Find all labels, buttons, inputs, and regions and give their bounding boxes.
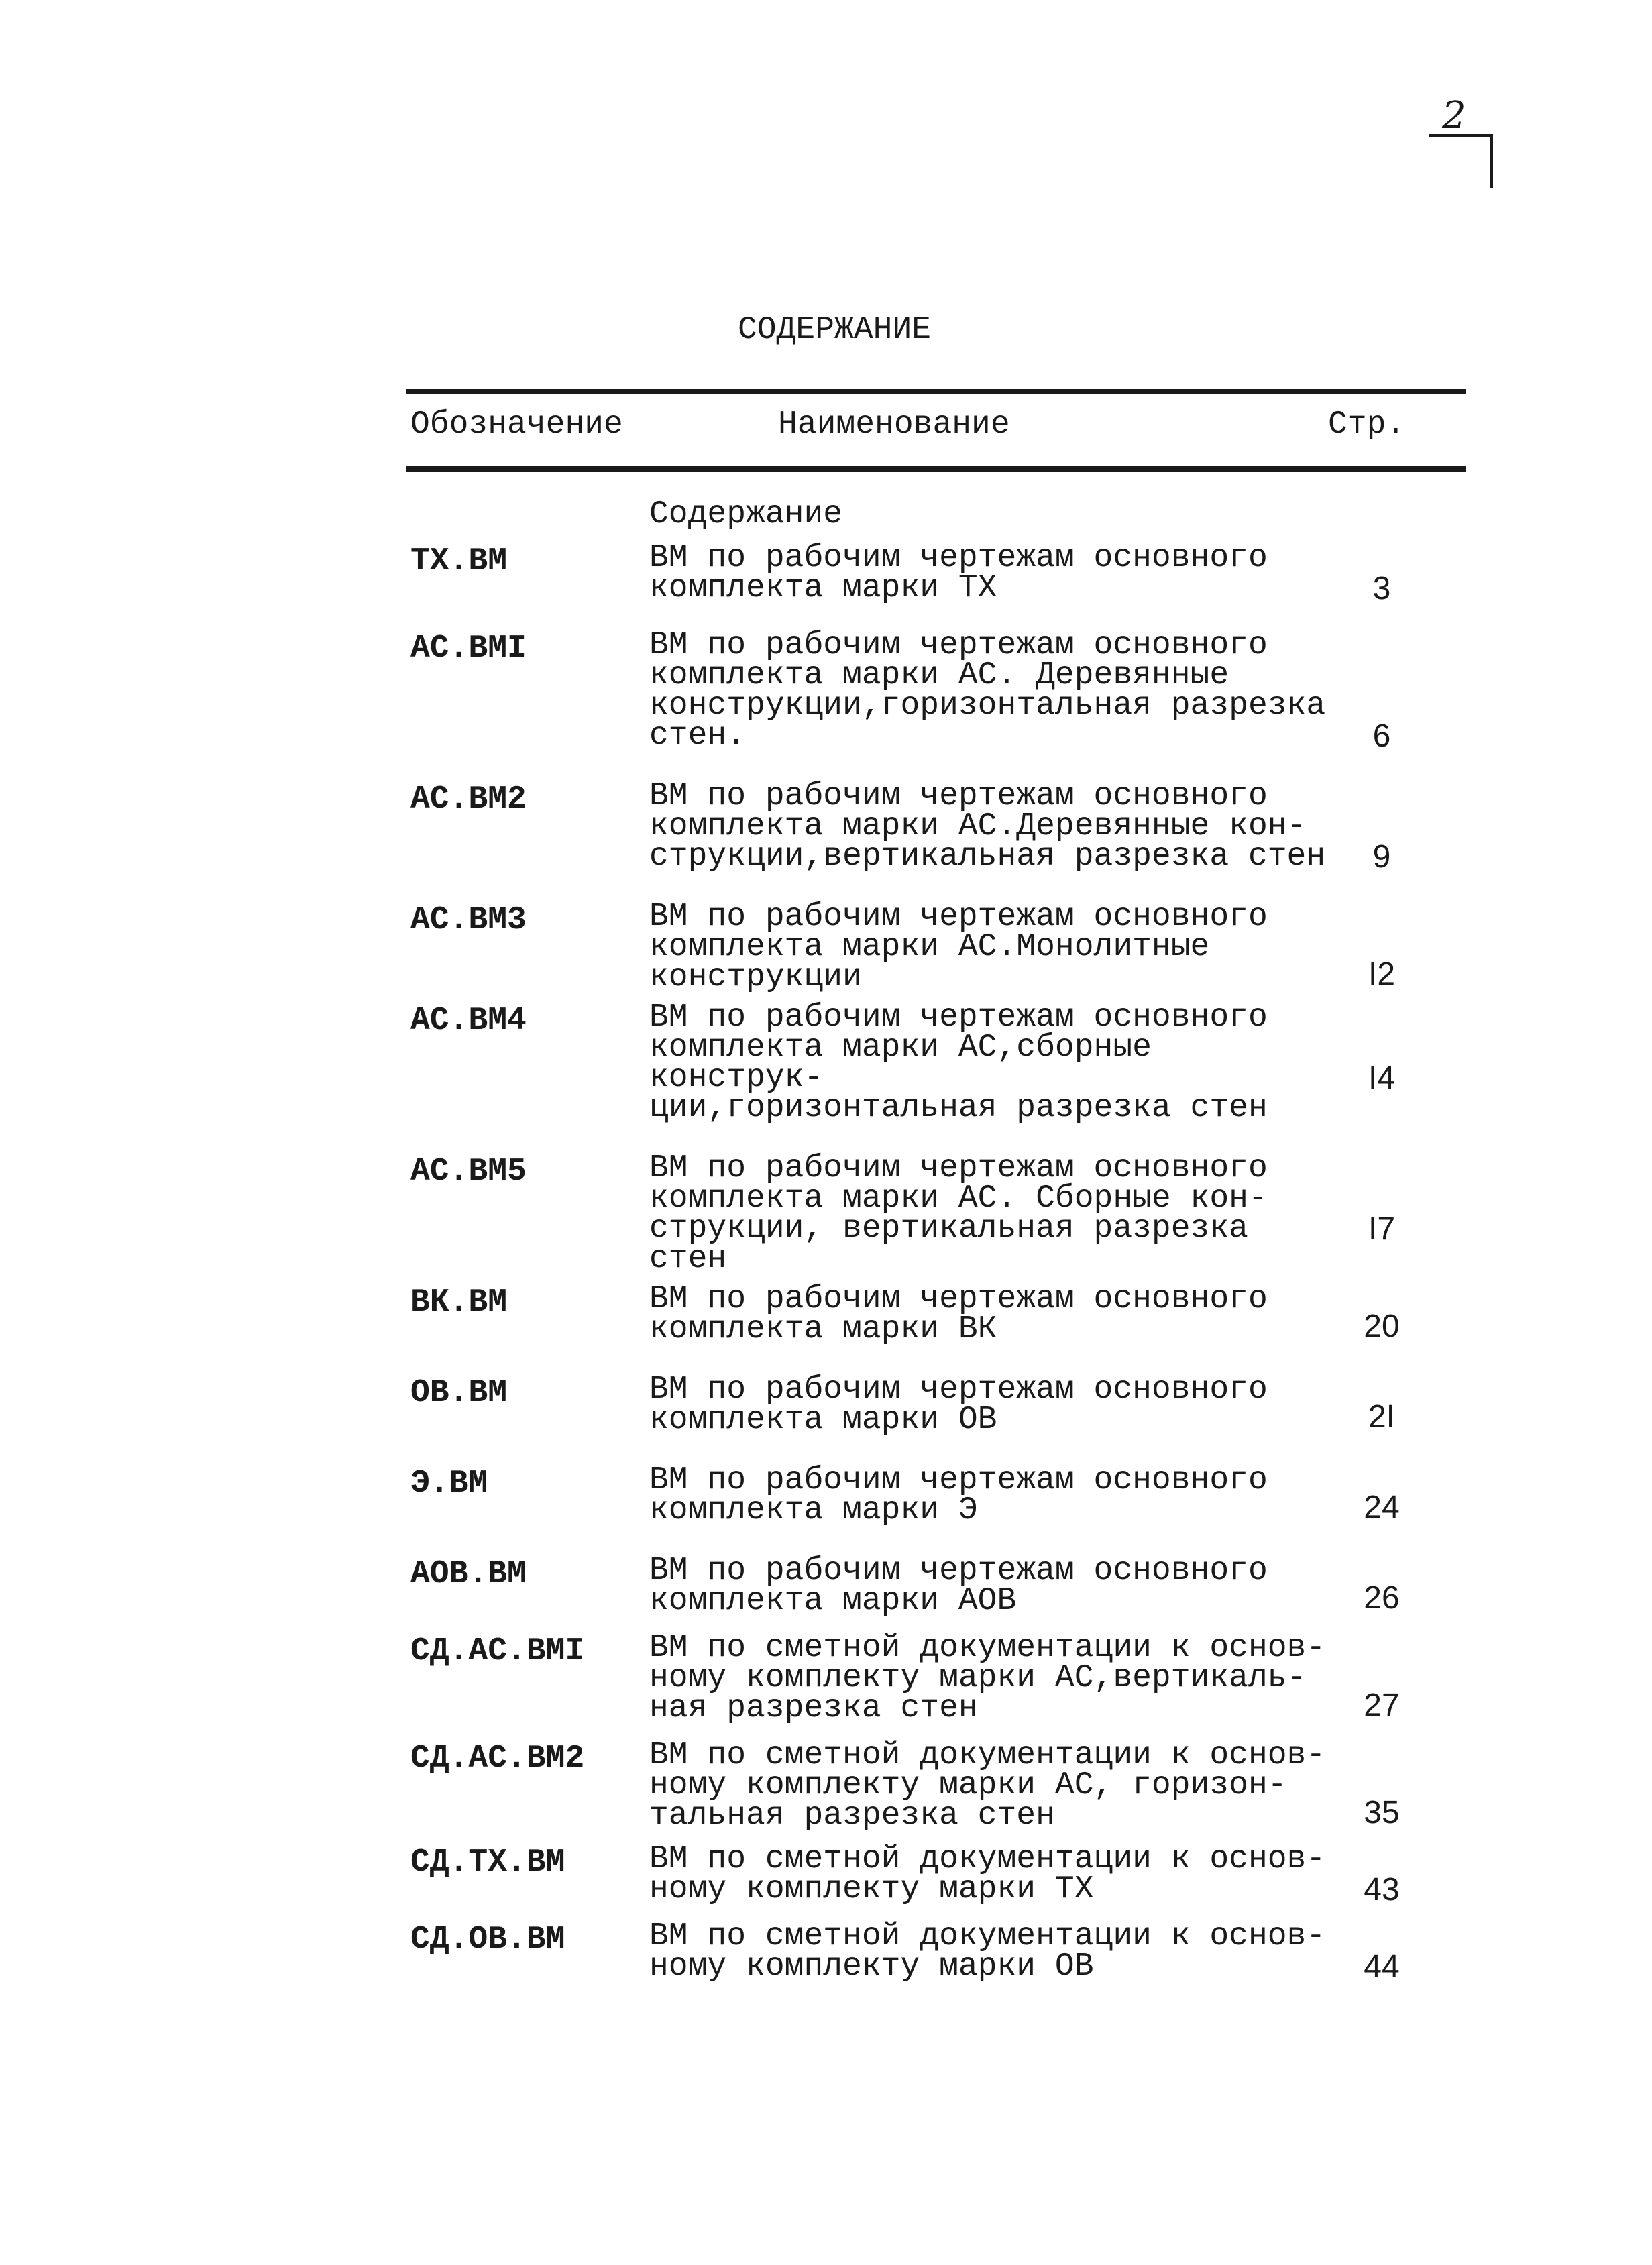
entry-name: ВМ по рабочим чертежам основного комплекта марки АС,сборные конструк- ции,горизонтальная разрезка стен bbox=[649, 999, 1268, 1126]
entry-code: АС.ВМ3 bbox=[410, 902, 527, 938]
entry-code: АС.ВМI bbox=[410, 630, 527, 667]
column-header-page: Стр. bbox=[1328, 406, 1406, 443]
entry-code: СД.ОВ.ВМ bbox=[410, 1922, 565, 1958]
entry-code: АС.ВМ4 bbox=[410, 1003, 527, 1039]
entry-page: 3 bbox=[1372, 571, 1391, 606]
entry-code: СД.АС.ВМ2 bbox=[410, 1741, 585, 1777]
entry-name: ВМ по сметной документации к основ- ному комплекту марки АС, горизон- тальная разрезка стен bbox=[649, 1737, 1326, 1834]
page-number: 2 bbox=[1442, 94, 1466, 137]
entry-name: ВМ по рабочим чертежам основного комплекта марки АОВ bbox=[649, 1553, 1268, 1619]
entry-page: 24 bbox=[1364, 1490, 1400, 1525]
column-header-code: Обозначение bbox=[410, 406, 623, 443]
entry-page: 35 bbox=[1364, 1795, 1400, 1830]
entry-code: СД.ТХ.ВМ bbox=[410, 1844, 565, 1881]
column-header-name: Наименование bbox=[778, 406, 1010, 443]
table-header-rule bbox=[406, 466, 1466, 472]
entry-code: ОВ.ВМ bbox=[410, 1375, 508, 1411]
entry-page: 9 bbox=[1372, 839, 1391, 875]
entry-code: АОВ.ВМ bbox=[410, 1556, 527, 1592]
entry-code: ВК.ВМ bbox=[410, 1284, 508, 1321]
entry-code: Э.ВМ bbox=[410, 1466, 488, 1502]
entry-name: ВМ по рабочим чертежам основного комплекта марки ТХ bbox=[649, 540, 1268, 606]
entry-page: 43 bbox=[1364, 1872, 1400, 1908]
contents-item: Содержание bbox=[649, 496, 843, 533]
entry-name: ВМ по рабочим чертежам основного комплекта марки ВК bbox=[649, 1281, 1268, 1347]
entry-name: ВМ по рабочим чертежам основного комплекта марки АС. Деревянные конструкции,горизонтальная разрезка стен. bbox=[649, 627, 1326, 754]
entry-page: 6 bbox=[1372, 718, 1391, 754]
entry-page: I2 bbox=[1368, 956, 1396, 992]
entry-page: 2I bbox=[1368, 1399, 1396, 1435]
entry-page: 20 bbox=[1364, 1309, 1400, 1344]
corner-mark bbox=[1429, 134, 1493, 188]
entry-page: 27 bbox=[1364, 1688, 1400, 1723]
entry-page: I4 bbox=[1368, 1060, 1396, 1096]
entry-code: ТХ.ВМ bbox=[410, 543, 508, 579]
document-title: СОДЕРЖАНИЕ bbox=[738, 312, 932, 348]
entry-name: ВМ по рабочим чертежам основного комплекта марки АС. Сборные кон- струкции, вертикальная разрезка стен bbox=[649, 1150, 1268, 1277]
entry-name: ВМ по сметной документации к основ- ному комплекту марки АС,вертикаль- ная разрезка стен bbox=[649, 1630, 1326, 1726]
table-top-rule bbox=[406, 389, 1466, 394]
entry-name: ВМ по рабочим чертежам основного комплекта марки АС.Монолитные конструкции bbox=[649, 899, 1268, 995]
entry-name: ВМ по рабочим чертежам основного комплекта марки АС.Деревянные кон- струкции,вертикальная разрезка стен bbox=[649, 778, 1326, 875]
entry-code: СД.АС.ВМI bbox=[410, 1633, 585, 1669]
entry-name: ВМ по рабочим чертежам основного комплекта марки Э bbox=[649, 1462, 1268, 1529]
entry-page: 44 bbox=[1364, 1949, 1400, 1985]
entry-page: 26 bbox=[1364, 1580, 1400, 1616]
entry-name: ВМ по сметной документации к основ- ному комплекту марки ТХ bbox=[649, 1841, 1326, 1908]
entry-code: АС.ВМ5 bbox=[410, 1154, 527, 1190]
entry-name: ВМ по рабочим чертежам основного комплекта марки ОВ bbox=[649, 1372, 1268, 1438]
entry-page: I7 bbox=[1368, 1211, 1396, 1247]
entry-name: ВМ по сметной документации к основ- ному комплекту марки ОВ bbox=[649, 1918, 1326, 1985]
entry-code: АС.ВМ2 bbox=[410, 781, 527, 818]
